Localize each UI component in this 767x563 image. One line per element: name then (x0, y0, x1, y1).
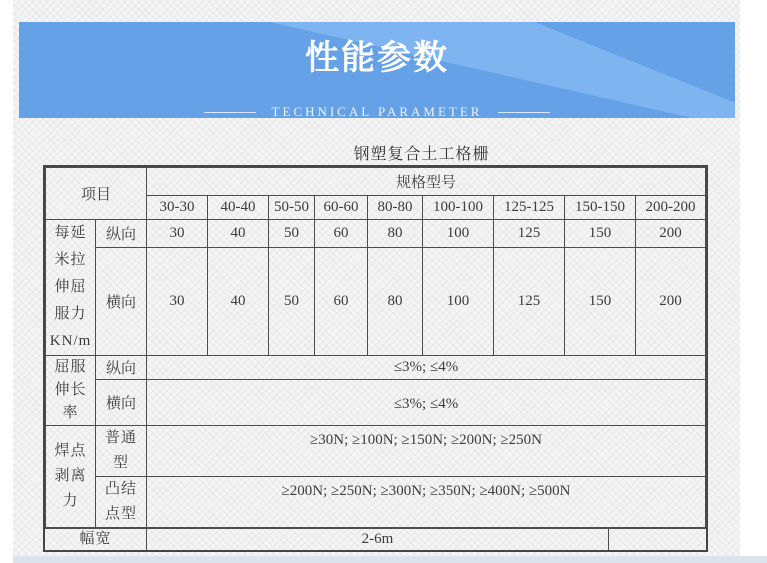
value-cell: 100 (423, 220, 494, 248)
sub-label-longitudinal: 纵向 (96, 356, 147, 380)
value-cell: 50 (269, 247, 315, 355)
left-dash (204, 112, 256, 113)
value-cell: 125 (494, 247, 565, 355)
model-header: 100-100 (423, 196, 494, 220)
header-spec-model: 规格型号 (147, 168, 706, 196)
model-header: 125-125 (494, 196, 565, 220)
model-header: 50-50 (269, 196, 315, 220)
spec-table-grid (45, 167, 706, 528)
value-cell: 80 (368, 220, 423, 248)
value-cell: 60 (315, 220, 368, 248)
value-cell: 200 (636, 220, 706, 248)
value-cell: 50 (269, 220, 315, 248)
sub-label-longitudinal: 纵向 (96, 220, 147, 248)
width-row (45, 528, 706, 550)
footer-band (13, 556, 767, 563)
value-cell: 150 (565, 220, 636, 248)
header-item: 项目 (46, 168, 147, 220)
value-cell: 125 (494, 220, 565, 248)
sub-label-transverse: 横向 (96, 247, 147, 355)
banner-subtitle-row (19, 104, 735, 118)
value-cell: 30 (147, 220, 208, 248)
model-header: 150-150 (565, 196, 636, 220)
row-label-weld-peel: 焊点 剥离 力 (46, 426, 96, 528)
row-label-yield-elongation: 屈服 伸长 率 (46, 356, 96, 426)
banner-title: 性能参数 (305, 39, 449, 77)
value-cell: 60 (315, 247, 368, 355)
banner (19, 22, 735, 118)
row-label-width: 幅宽 (45, 529, 147, 550)
merged-value-cell: ≤3%; ≤4% (147, 356, 706, 380)
value-cell: 80 (368, 247, 423, 355)
spec-table (43, 165, 708, 552)
value-cell: 150 (565, 247, 636, 355)
value-cell: 30 (147, 247, 208, 355)
sub-label-transverse: 横向 (96, 380, 147, 426)
banner-subtitle: TECHNICAL PARAMETER (271, 104, 483, 118)
sub-label-nodular-type: 凸结 点型 (96, 477, 147, 528)
merged-value-cell: ≥200N; ≥250N; ≥300N; ≥350N; ≥400N; ≥500N (147, 477, 706, 528)
value-cell: 100 (423, 247, 494, 355)
model-header: 200-200 (636, 196, 706, 220)
width-value: 2-6m (147, 529, 609, 550)
merged-value-cell: ≤3%; ≤4% (147, 380, 706, 426)
value-cell: 40 (208, 220, 269, 248)
value-cell: 40 (208, 247, 269, 355)
sub-label-ordinary-type: 普通 型 (96, 426, 147, 477)
right-dash (498, 112, 550, 113)
row-label-tensile-yield: 每延 米拉 伸屈 服力 KN/m (46, 220, 96, 356)
merged-value-cell: ≥30N; ≥100N; ≥150N; ≥200N; ≥250N (147, 426, 706, 477)
model-header: 80-80 (368, 196, 423, 220)
empty-cell (609, 529, 706, 550)
model-header: 60-60 (315, 196, 368, 220)
table-caption: 钢塑复合土工格栅 (353, 146, 490, 163)
model-header: 30-30 (147, 196, 208, 220)
model-header: 40-40 (208, 196, 269, 220)
value-cell: 200 (636, 247, 706, 355)
